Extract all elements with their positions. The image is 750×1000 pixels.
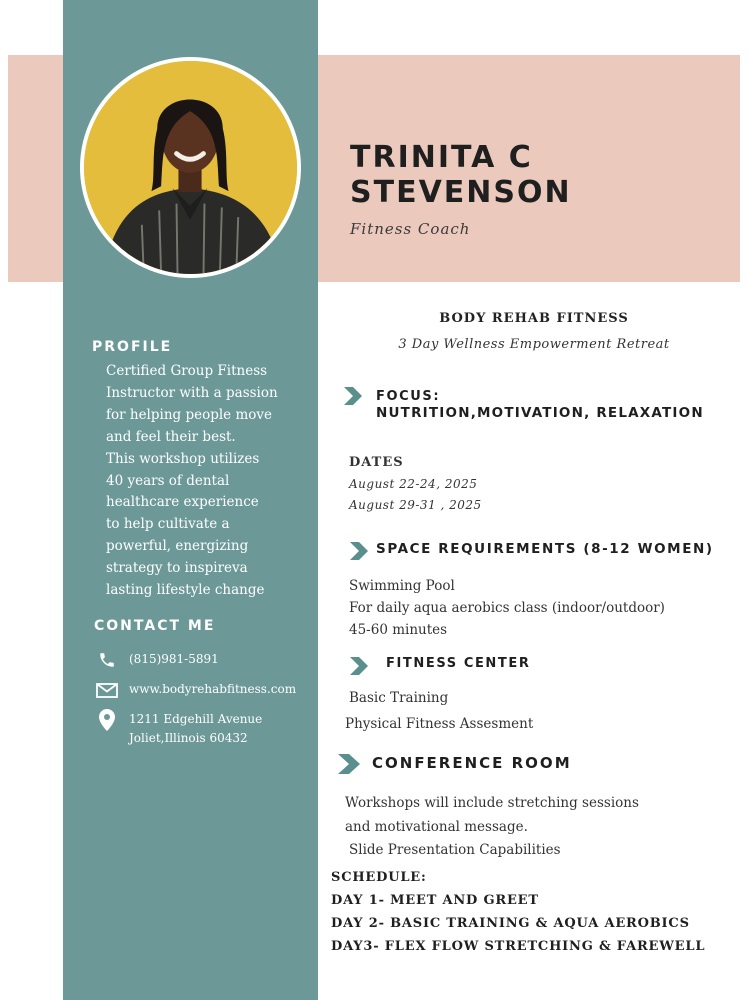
conference-line: and motivational message. — [345, 819, 528, 835]
website-link[interactable]: www.bodyrehabfitness.com — [129, 682, 297, 696]
space-line: For daily aqua aerobics class (indoor/outdoor) — [349, 600, 665, 616]
profile-line: 40 years of dental — [106, 472, 230, 489]
profile-line: healthcare experience — [106, 494, 259, 511]
chevron-right-icon — [338, 754, 362, 774]
dates-heading: DATES — [349, 455, 404, 470]
phone-icon — [95, 650, 119, 670]
profile-line: powerful, energizing — [106, 538, 249, 555]
name-line-1: TRINITA C — [350, 140, 533, 175]
organization-name: BODY REHAB FITNESS — [439, 311, 629, 326]
profile-heading: PROFILE — [92, 339, 173, 355]
schedule-item: DAY 2- BASIC TRAINING & AQUA AEROBICS — [331, 916, 690, 931]
schedule-item: DAY3- FLEX FLOW STRETCHING & FAREWELL — [331, 939, 706, 954]
person-portrait-icon — [84, 61, 297, 274]
job-title: Fitness Coach — [350, 220, 471, 238]
space-line: Swimming Pool — [349, 578, 455, 594]
envelope-icon — [95, 680, 119, 700]
conference-line: Slide Presentation Capabilities — [349, 842, 561, 858]
schedule-heading: SCHEDULE: — [331, 870, 427, 885]
space-heading: SPACE REQUIREMENTS (8-12 WOMEN) — [376, 541, 714, 557]
profile-line: and feel their best. — [106, 428, 236, 445]
chevron-right-icon — [350, 657, 370, 675]
event-name: 3 Day Wellness Empowerment Retreat — [398, 337, 670, 352]
profile-text — [106, 361, 306, 602]
contact-website — [95, 680, 296, 700]
phone-number[interactable]: (815)981-5891 — [129, 652, 219, 666]
profile-line: strategy to inspireva — [106, 560, 248, 577]
name-line-2: STEVENSON — [350, 175, 572, 210]
contact-phone — [95, 650, 219, 670]
profile-line: lasting lifestyle change — [106, 582, 265, 599]
schedule-item: DAY 1- MEET AND GREET — [331, 893, 539, 908]
address-line-1: 1211 Edgehill Avenue — [129, 712, 263, 726]
conference-heading: CONFERENCE ROOM — [372, 754, 572, 772]
chevron-right-icon — [350, 542, 370, 560]
space-line: 45-60 minutes — [349, 622, 448, 638]
contact-heading: CONTACT ME — [94, 618, 216, 634]
fitness-heading: FITNESS CENTER — [386, 656, 531, 671]
fitness-line: Basic Training — [349, 690, 449, 706]
date-item: August 22-24, 2025 — [349, 477, 478, 491]
profile-line: to help cultivate a — [106, 516, 230, 533]
profile-line: Certified Group Fitness — [106, 363, 268, 379]
contact-address — [95, 710, 262, 748]
focus-label: FOCUS: — [376, 389, 441, 404]
schedule — [331, 866, 705, 958]
profile-photo — [80, 57, 301, 278]
location-pin-icon — [95, 710, 119, 730]
chevron-right-icon — [344, 387, 364, 405]
address-line-2: Joliet,Illinois 60432 — [129, 731, 248, 745]
conference-line: Workshops will include stretching sessions — [345, 795, 639, 811]
focus-items: NUTRITION,MOTIVATION, RELAXATION — [376, 405, 704, 421]
full-name — [350, 140, 572, 210]
profile-line: This workshop utilizes — [106, 450, 260, 467]
profile-line: Instructor with a passion — [106, 384, 278, 401]
date-item: August 29-31 , 2025 — [349, 498, 482, 512]
fitness-line: Physical Fitness Assesment — [345, 716, 534, 732]
profile-line: for helping people move — [106, 406, 273, 423]
